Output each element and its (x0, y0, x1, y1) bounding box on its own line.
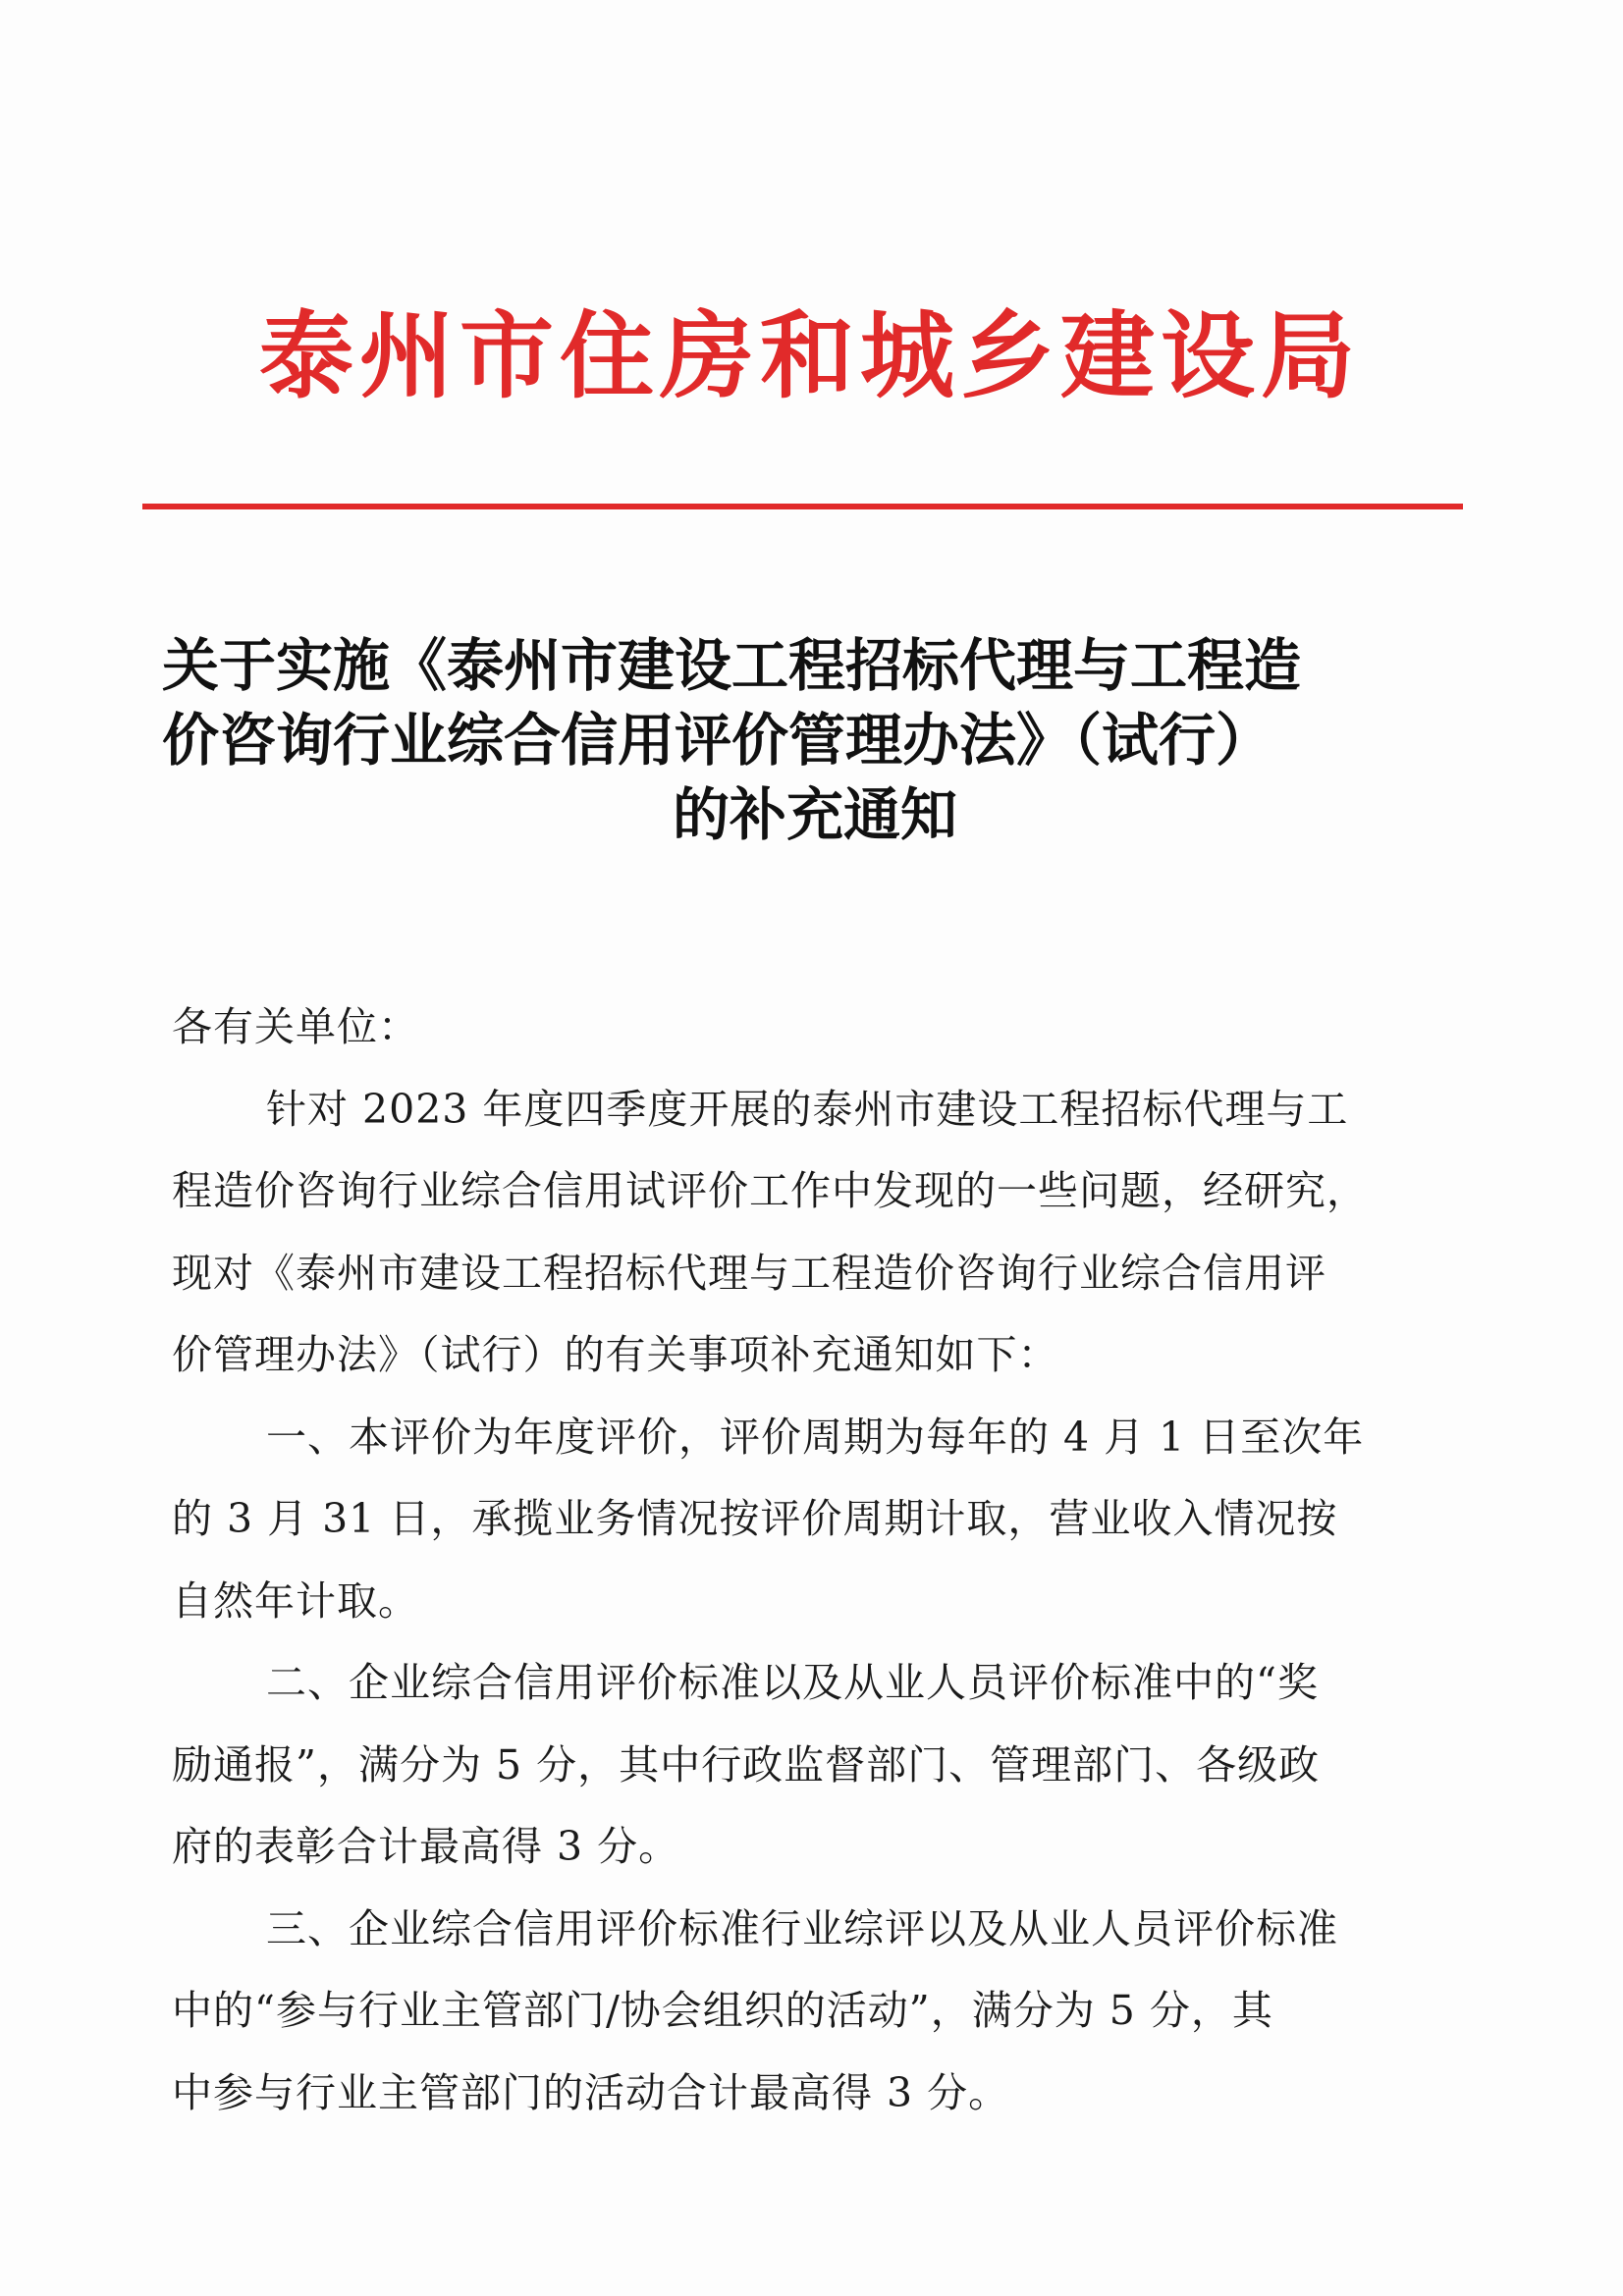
paragraph-line: 中参与行业主管部门的活动合计最高得 3 分。 (172, 2068, 1010, 2116)
paragraph-line: 程造价咨询行业综合信用试评价工作中发现的一些问题，经研究， (172, 1167, 1368, 1214)
document-title (162, 628, 1468, 852)
salutation: 各有关单位： (172, 1003, 419, 1050)
masthead-org-name: 泰州市住房和城乡建设局 (259, 300, 1361, 411)
paragraph-line: 一、本评价为年度评价，评价周期为每年的 4 月 1 日至次年 (266, 1413, 1365, 1461)
paragraph-line: 自然年计取。 (172, 1576, 419, 1625)
paragraph-line: 价管理办法》（试行）的有关事项补充通知如下： (172, 1331, 1059, 1378)
paragraph-line: 三、企业综合信用评价标准行业综评以及从业人员评价标准 (266, 1904, 1338, 1952)
title-line: 的补充通知 (672, 781, 957, 848)
title-line: 价咨询行业综合信用评价管理办法》（试行） (162, 707, 1273, 774)
paragraph-line: 的 3 月 31 日，承揽业务情况按评价周期计取，营业收入情况按 (172, 1495, 1338, 1542)
paragraph-line: 现对《泰州市建设工程招标代理与工程造价咨询行业综合信用评 (172, 1249, 1326, 1297)
paragraph-line: 二、企业综合信用评价标准以及从业人员评价标准中的“奖 (266, 1659, 1319, 1706)
paragraph-line: 针对 2023 年度四季度开展的泰州市建设工程招标代理与工 (266, 1085, 1349, 1133)
masthead-red-rule (142, 504, 1463, 509)
title-line: 关于实施《泰州市建设工程招标代理与工程造 (162, 632, 1302, 699)
paragraph-line: 励通报”，满分为 5 分，其中行政监督部门、管理部门、各级政 (172, 1740, 1321, 1789)
paragraph-line: 中的“参与行业主管部门/协会组织的活动”，满分为 5 分，其 (172, 1987, 1273, 2034)
document-body (172, 987, 1448, 2134)
paragraph-line: 府的表彰合计最高得 3 分。 (172, 1823, 680, 1870)
